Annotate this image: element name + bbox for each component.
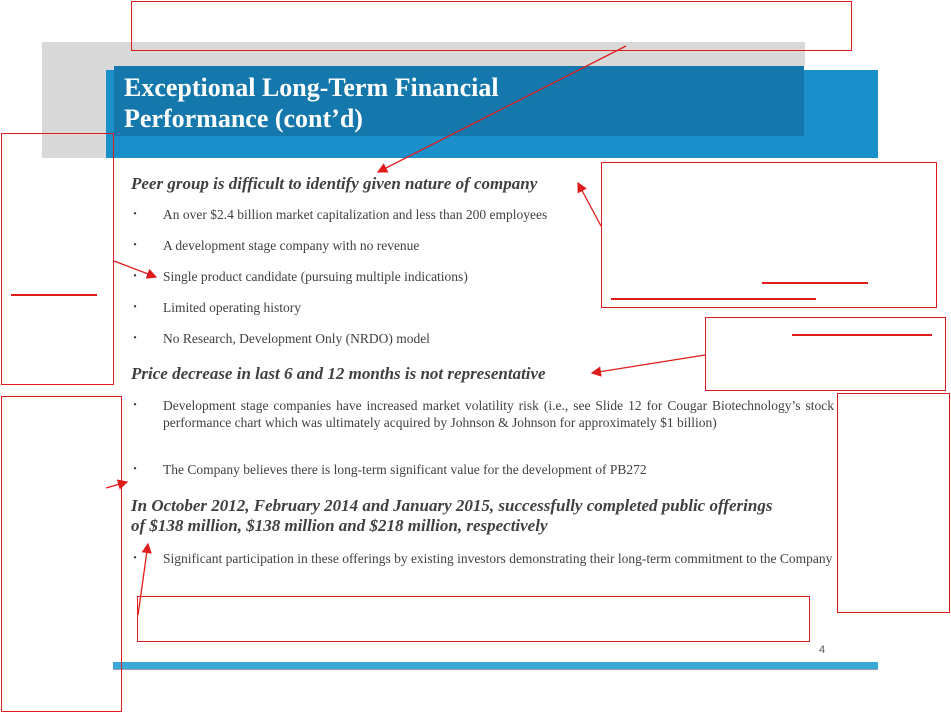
- slide-title-line2: Performance (cont’d): [124, 104, 363, 133]
- bullet-icon: •: [133, 400, 137, 411]
- heading-line: of $138 million, $138 million and $218 million, respectively: [131, 516, 548, 535]
- heading-line: In October 2012, February 2014 and January 2015, successfully completed public offerings: [131, 496, 773, 515]
- section-heading-peer-group: Peer group is difficult to identify given nature of company: [131, 174, 538, 193]
- bullet-text: No Research, Development Only (NRDO) model: [163, 331, 430, 346]
- arrow-left-to-bullet: [114, 261, 156, 277]
- bullet-icon: •: [133, 333, 137, 344]
- section-heading-price-decrease: Price decrease in last 6 and 12 months is not representative: [131, 364, 546, 383]
- bullet-text: The Company believes there is long-term significant value for the development of PB272: [163, 462, 647, 477]
- bullet-text: Single product candidate (pursuing multiple indications): [163, 269, 468, 284]
- bullet-text: A development stage company with no revenue: [163, 238, 420, 253]
- bullet-icon: •: [133, 302, 137, 313]
- arrow-left-lower-to-bullet: [106, 482, 127, 488]
- bullet-icon: •: [133, 209, 137, 220]
- bullet-icon: •: [133, 271, 137, 282]
- slide-title-line1: Exceptional Long-Term Financial: [124, 73, 499, 102]
- arrow-right-mid-to-heading: [592, 355, 705, 373]
- arrow-bottom-to-heading: [138, 544, 148, 615]
- bullet-text: Development stage companies have increased market volatility risk (i.e., see Slide 12 for Cougar Biotechnology’s stock performance chart which was ultimately acquired by Johnson & Johnson for approximately $1 billion): [163, 398, 834, 430]
- page-number: 4: [819, 644, 826, 656]
- arrow-top-to-heading: [378, 46, 626, 172]
- bullet-text: Significant participation in these offerings by existing investors demonstrating their long-term commitment to the Company: [163, 551, 833, 566]
- arrow-right-to-heading: [578, 183, 601, 226]
- bullet-icon: •: [133, 464, 137, 475]
- bullet-icon: •: [133, 240, 137, 251]
- bullet-text: An over $2.4 billion market capitalization and less than 200 employees: [163, 207, 548, 222]
- bullet-icon: •: [133, 553, 137, 564]
- bullet-text: Limited operating history: [163, 300, 301, 315]
